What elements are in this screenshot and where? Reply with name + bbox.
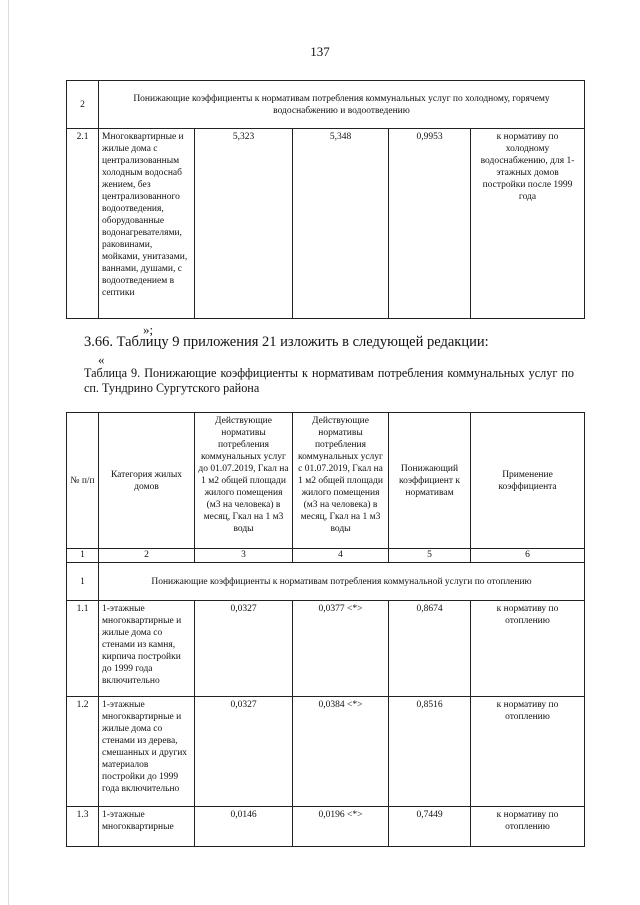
row-current-norm: 0,0327 — [195, 697, 293, 807]
col-number: 5 — [389, 549, 471, 563]
table-9 — [66, 412, 585, 847]
header-num: № п/п — [67, 413, 99, 549]
table-row — [67, 129, 585, 319]
row-current-norm: 0,0327 — [195, 601, 293, 697]
header-current-norm: Действующие нормативы потребления коммунальных услуг до 01.07.2019, Гкал на 1 м2 общей площади жилого помещения (м3 на человека) в месяц, Гкал на 1 м3 воды — [195, 413, 293, 549]
row-application: к нормативу по отоплению — [471, 601, 585, 697]
section-row — [67, 563, 585, 601]
header-application: Применение коэффициента — [471, 413, 585, 549]
header-row — [67, 413, 585, 549]
col-number: 6 — [471, 549, 585, 563]
row-new-norm: 0,0377 <*> — [293, 601, 389, 697]
row-current-norm: 0,0146 — [195, 807, 293, 847]
row-category: 1-этажные многоквартирные — [99, 807, 195, 847]
previous-table-continuation — [66, 80, 585, 319]
row-category: Многоквартирные и жилые дома с централизованным холодным водоснаб жением, без централизованного водоотведения, оборудованные водонагревателями, раковинами, мойками, унитазами, ваннами, душами, с водоотведением в септики — [99, 129, 195, 319]
row-application: к нормативу по холодному водоснабжению, для 1-этажных домов постройки после 1999 года — [471, 129, 585, 319]
table-row — [67, 697, 585, 807]
page-number: 137 — [310, 44, 330, 59]
section-row — [67, 81, 585, 129]
col-number: 2 — [99, 549, 195, 563]
row-application: к нормативу по отоплению — [471, 697, 585, 807]
row-coefficient: 0,8516 — [389, 697, 471, 807]
row-new-norm: 0,0196 <*> — [293, 807, 389, 847]
col-number: 3 — [195, 549, 293, 563]
col-number: 1 — [67, 549, 99, 563]
section-number: 2 — [67, 81, 99, 129]
row-coefficient: 0,8674 — [389, 601, 471, 697]
row-coefficient: 0,7449 — [389, 807, 471, 847]
table-caption: Таблица 9. Понижающие коэффициенты к нормативам потребления коммунальных услуг по сп. Тундрино Сургутского района — [84, 366, 574, 395]
row-new-norm: 0,0384 <*> — [293, 697, 389, 807]
section-title: Понижающие коэффициенты к нормативам потребления коммунальных услуг по холодному, горячему водоснабжению и водоотведению — [99, 81, 585, 129]
opening-quote: « — [98, 352, 105, 367]
header-new-norm: Действующие нормативы потребления коммунальных услуг с 01.07.2019, Гкал на 1 м2 общей площади жилого помещения (м3 на человека) в месяц, Гкал на 1 м3 воды — [293, 413, 389, 549]
section-title: Понижающие коэффициенты к нормативам потребления коммунальной услуги по отоплению — [99, 563, 585, 601]
row-category: 1-этажные многоквартирные и жилые дома со стенами из дерева, смешанных и других материалов постройки до 1999 года включительно — [99, 697, 195, 807]
row-current-norm: 5,323 — [195, 129, 293, 319]
col-number: 4 — [293, 549, 389, 563]
section-number: 1 — [67, 563, 99, 601]
column-number-row — [67, 549, 585, 563]
row-coefficient: 0,9953 — [389, 129, 471, 319]
table-row — [67, 807, 585, 847]
row-new-norm: 5,348 — [293, 129, 389, 319]
closing-quote: »; — [143, 322, 154, 337]
amendment-heading: 3.66. Таблицу 9 приложения 21 изложить в следующей редакции: — [84, 334, 489, 350]
table-row — [67, 601, 585, 697]
row-category: 1-этажные многоквартирные и жилые дома со стенами из камня, кирпича постройки до 1999 года включительно — [99, 601, 195, 697]
page-edge-shadow — [8, 0, 9, 905]
header-category: Категория жилых домов — [99, 413, 195, 549]
header-coefficient: Понижающий коэффициент к нормативам — [389, 413, 471, 549]
row-number: 1.1 — [67, 601, 99, 697]
row-number: 1.2 — [67, 697, 99, 807]
row-number: 2.1 — [67, 129, 99, 319]
row-application: к нормативу по отоплению — [471, 807, 585, 847]
row-number: 1.3 — [67, 807, 99, 847]
